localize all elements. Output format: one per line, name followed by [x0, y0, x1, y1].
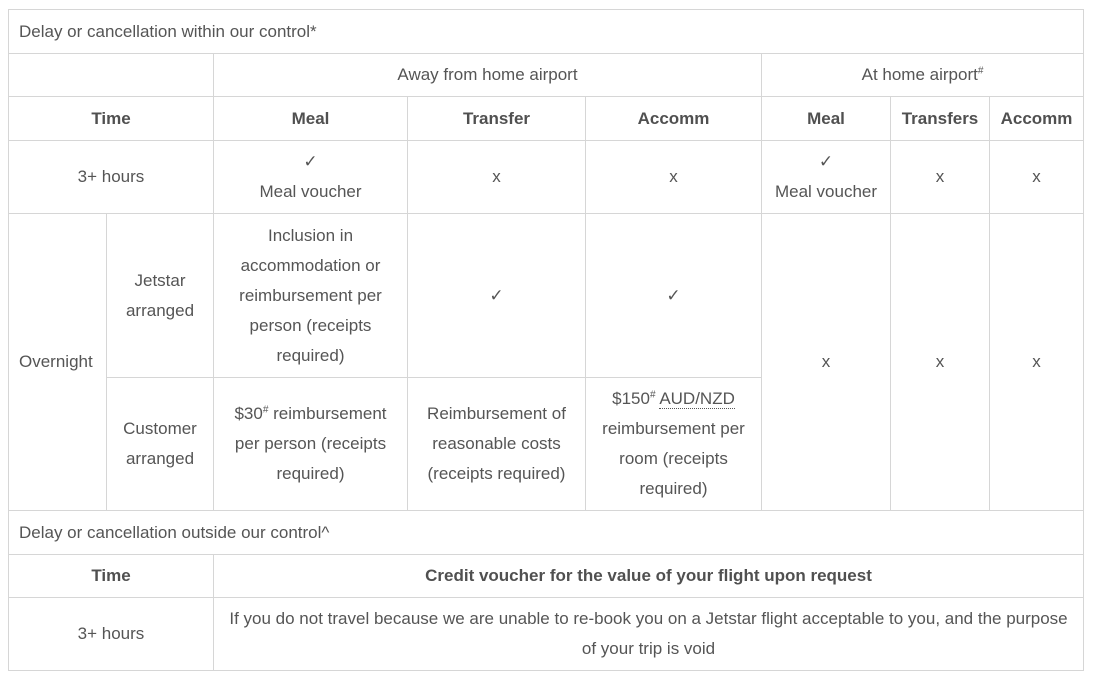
row-3-hours-home-transfers: x: [891, 141, 990, 214]
row-jetstar-arranged-label: Jetstar arranged: [107, 214, 214, 378]
check-icon: ✓: [303, 152, 318, 171]
outside-col-header-time: Time: [9, 555, 214, 598]
row-overnight-label: Overnight: [9, 214, 107, 511]
col-header-accomm: Accomm: [586, 97, 762, 141]
col-header-home-meal: Meal: [762, 97, 891, 141]
currency-abbr: AUD/NZD: [659, 389, 735, 408]
col-header-meal: Meal: [214, 97, 408, 141]
group-away-from-home: Away from home airport: [214, 54, 762, 97]
row-customer-accomm: $150# AUD/NZD reimbursement per room (receipts required): [586, 378, 762, 511]
outside-col-header-voucher: Credit voucher for the value of your flight upon request: [214, 555, 1084, 598]
check-icon: ✓: [818, 152, 834, 171]
row-overnight-home-accomm: x: [990, 214, 1084, 511]
row-jetstar-transfer: ✓: [408, 214, 586, 378]
row-jetstar-accomm: ✓: [586, 214, 762, 378]
row-3-hours-meal: [214, 141, 408, 214]
row-overnight-home-transfers: x: [891, 214, 990, 511]
col-header-time: Time: [9, 97, 214, 141]
outside-row-condition: If you do not travel because we are unable to re-book you on a Jetstar flight acceptable to you, and the purpose of your trip is void: [214, 598, 1084, 671]
section-in-control: Delay or cancellation within our control*: [9, 10, 1084, 54]
col-header-home-accomm: Accomm: [990, 97, 1084, 141]
group-at-home: At home airport#: [762, 54, 1084, 97]
compensation-table: [8, 9, 1084, 671]
meal-voucher-text: Meal voucher: [774, 182, 878, 201]
row-customer-arranged-label: Customer arranged: [107, 378, 214, 511]
row-3-hours-accomm: x: [586, 141, 762, 214]
outside-row-time: 3+ hours: [9, 598, 214, 671]
col-header-home-transfers: Transfers: [891, 97, 990, 141]
row-overnight-home-meal: x: [762, 214, 891, 511]
row-customer-meal: $30# reimbursement per person (receipts required): [214, 378, 408, 511]
col-header-transfer: Transfer: [408, 97, 586, 141]
row-3-hours-home-accomm: x: [990, 141, 1084, 214]
meal-voucher-text: Meal voucher: [259, 182, 362, 201]
row-3-hours-transfer: x: [408, 141, 586, 214]
row-customer-transfer: Reimbursement of reasonable costs (receipts required): [408, 378, 586, 511]
row-3-hours-home-meal: [762, 141, 891, 214]
empty-corner-cell: [9, 54, 214, 97]
row-3-hours-time: 3+ hours: [9, 141, 214, 214]
section-outside-control: Delay or cancellation outside our control^: [9, 511, 1084, 555]
row-jetstar-meal: Inclusion in accommodation or reimbursement per person (receipts required): [214, 214, 408, 378]
